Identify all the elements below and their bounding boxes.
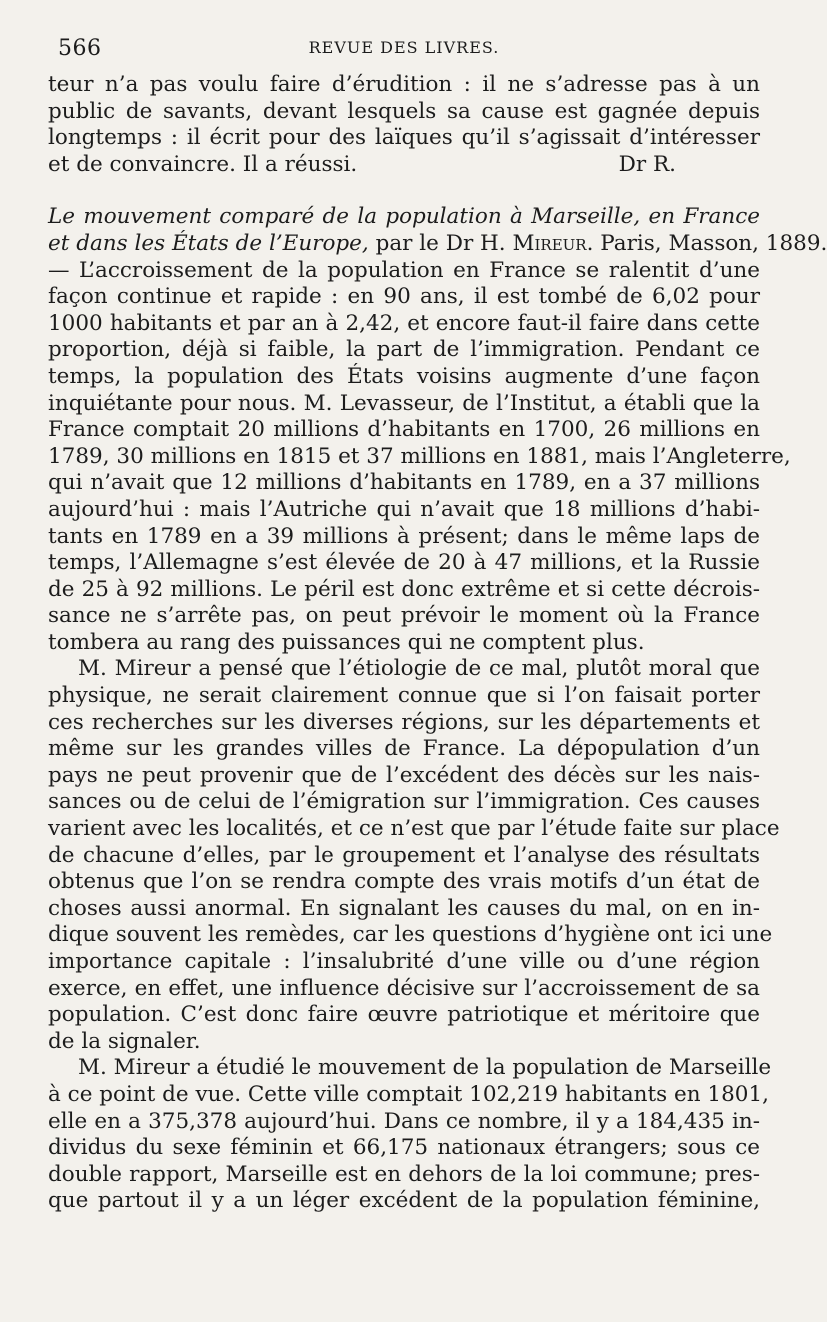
text-line: pays ne peut provenir que de l’excédent des décès sur les nais- — [48, 762, 760, 788]
text-line: ces recherches sur les diverses régions, sur les départements et — [48, 709, 760, 735]
text-line: dividus du sexe féminin et 66,175 nationaux étrangers; sous ce — [48, 1135, 760, 1161]
text-line: même sur les grandes villes de France. La dépopulation d’un — [48, 736, 760, 762]
text-line: proportion, déjà si faible, la part de l’immigration. Pendant ce — [48, 337, 760, 363]
text-line: physique, ne serait clairement connue que si l’on faisait porter — [48, 683, 760, 709]
text-line: M. Mireur a pensé que l’étiologie de ce mal, plutôt moral que — [78, 656, 760, 682]
review-title: Le mouvement comparé de la population à Marseille, en France — [48, 204, 760, 230]
text-line: M. Mireur a étudié le mouvement de la population de Marseille — [78, 1055, 772, 1081]
text-line: temps, la population des États voisins augmente d’une façon — [48, 363, 760, 389]
text-line: tombera au rang des puissances qui ne comptent plus. — [48, 629, 645, 655]
page-header — [48, 36, 760, 72]
text-line: inquiétante pour nous. M. Levasseur, de l’Institut, a établi que la — [48, 390, 760, 416]
text-line: importance capitale : l’insalubrité d’une ville ou d’une région — [48, 949, 760, 974]
text-line: de chacune d’elles, par le groupement et l’analyse des résultats — [48, 842, 760, 868]
text-line: longtemps : il écrit pour des laïques qu’il s’agissait d’intéresser — [48, 125, 760, 151]
text-line: exerce, en effet, une influence décisive sur l’accroissement de sa — [48, 975, 760, 1001]
review-publisher: . Paris, Masson, 1889. — [586, 230, 827, 256]
text-line: sances ou de celui de l’émigration sur l’immigration. Ces causes — [48, 789, 760, 815]
text-line: façon continue et rapide : en 90 ans, il est tombé de 6,02 pour — [48, 284, 760, 310]
text-line: qui n’avait que 12 millions d’habitants en 1789, en a 37 millions — [48, 470, 760, 496]
text-line: et de convaincre. Il a réussi. — [48, 151, 358, 177]
text-line: aujourd’hui : mais l’Autriche qui n’avait que 18 millions d’habi- — [48, 496, 760, 522]
text-line: dique souvent les remèdes, car les questions d’hygiène ont ici une — [48, 922, 773, 948]
text-line: de 25 à 92 millions. Le péril est donc extrême et si cette décrois- — [48, 576, 760, 602]
review-entry — [48, 204, 827, 656]
text-line: à ce point de vue. Cette ville comptait 102,219 habitants en 1801, — [48, 1081, 769, 1107]
text-line: — L’accroissement de la population en France se ralentit d’une — [48, 257, 760, 283]
page-body — [48, 72, 827, 1215]
page-number: 566 — [58, 36, 102, 61]
paragraph-etiology — [48, 656, 780, 1055]
signature: Dr R. — [618, 151, 676, 177]
paragraph-marseille — [48, 1055, 772, 1215]
text-line: de la signaler. — [48, 1028, 201, 1054]
text-line: temps, l’Allemagne s’est élevée de 20 à 47 millions, et la Russie — [48, 550, 760, 576]
text-line: que partout il y a un léger excédent de la population féminine, — [48, 1188, 760, 1214]
text-line: sance ne s’arrête pas, on peut prévoir le moment où la France — [48, 603, 760, 629]
paragraph-intro — [48, 72, 760, 178]
review-by: par le Dr H. — [368, 230, 513, 256]
text-line: 1000 habitants et par an à 2,42, et encore faut-il faire dans cette — [48, 310, 760, 336]
review-title-line — [48, 204, 760, 231]
closing-line — [48, 152, 760, 179]
text-line: elle en a 375,378 aujourd’hui. Dans ce nombre, il y a 184,435 in- — [48, 1108, 760, 1134]
review-author: Mireur — [512, 230, 587, 256]
running-title: REVUE DES LIVRES. — [308, 38, 500, 57]
text-line: tants en 1789 en a 39 millions à présent; dans le même laps de — [48, 523, 760, 549]
review-title-line — [48, 230, 827, 258]
text-line: teur n’a pas voulu faire d’érudition : il ne s’adresse pas à un — [48, 72, 760, 97]
text-line: varient avec les localités, et ce n’est que par l’étude faite sur place — [48, 816, 780, 842]
text-line: population. C’est donc faire œuvre patriotique et méritoire que — [48, 1002, 760, 1028]
text-line: double rapport, Marseille est en dehors de la loi commune; pres- — [48, 1161, 760, 1187]
text-line: public de savants, devant lesquels sa cause est gagnée depuis — [48, 98, 760, 124]
review-title-continued: et dans les États de l’Europe, — [48, 230, 369, 256]
text-line: 1789, 30 millions en 1815 et 37 millions en 1881, mais l’Angleterre, — [48, 443, 791, 469]
text-line: obtenus que l’on se rendra compte des vrais motifs d’un état de — [48, 869, 760, 895]
text-line: choses aussi anormal. En signalant les causes du mal, on en in- — [48, 895, 760, 921]
text-line: France comptait 20 millions d’habitants en 1700, 26 millions en — [48, 417, 760, 443]
